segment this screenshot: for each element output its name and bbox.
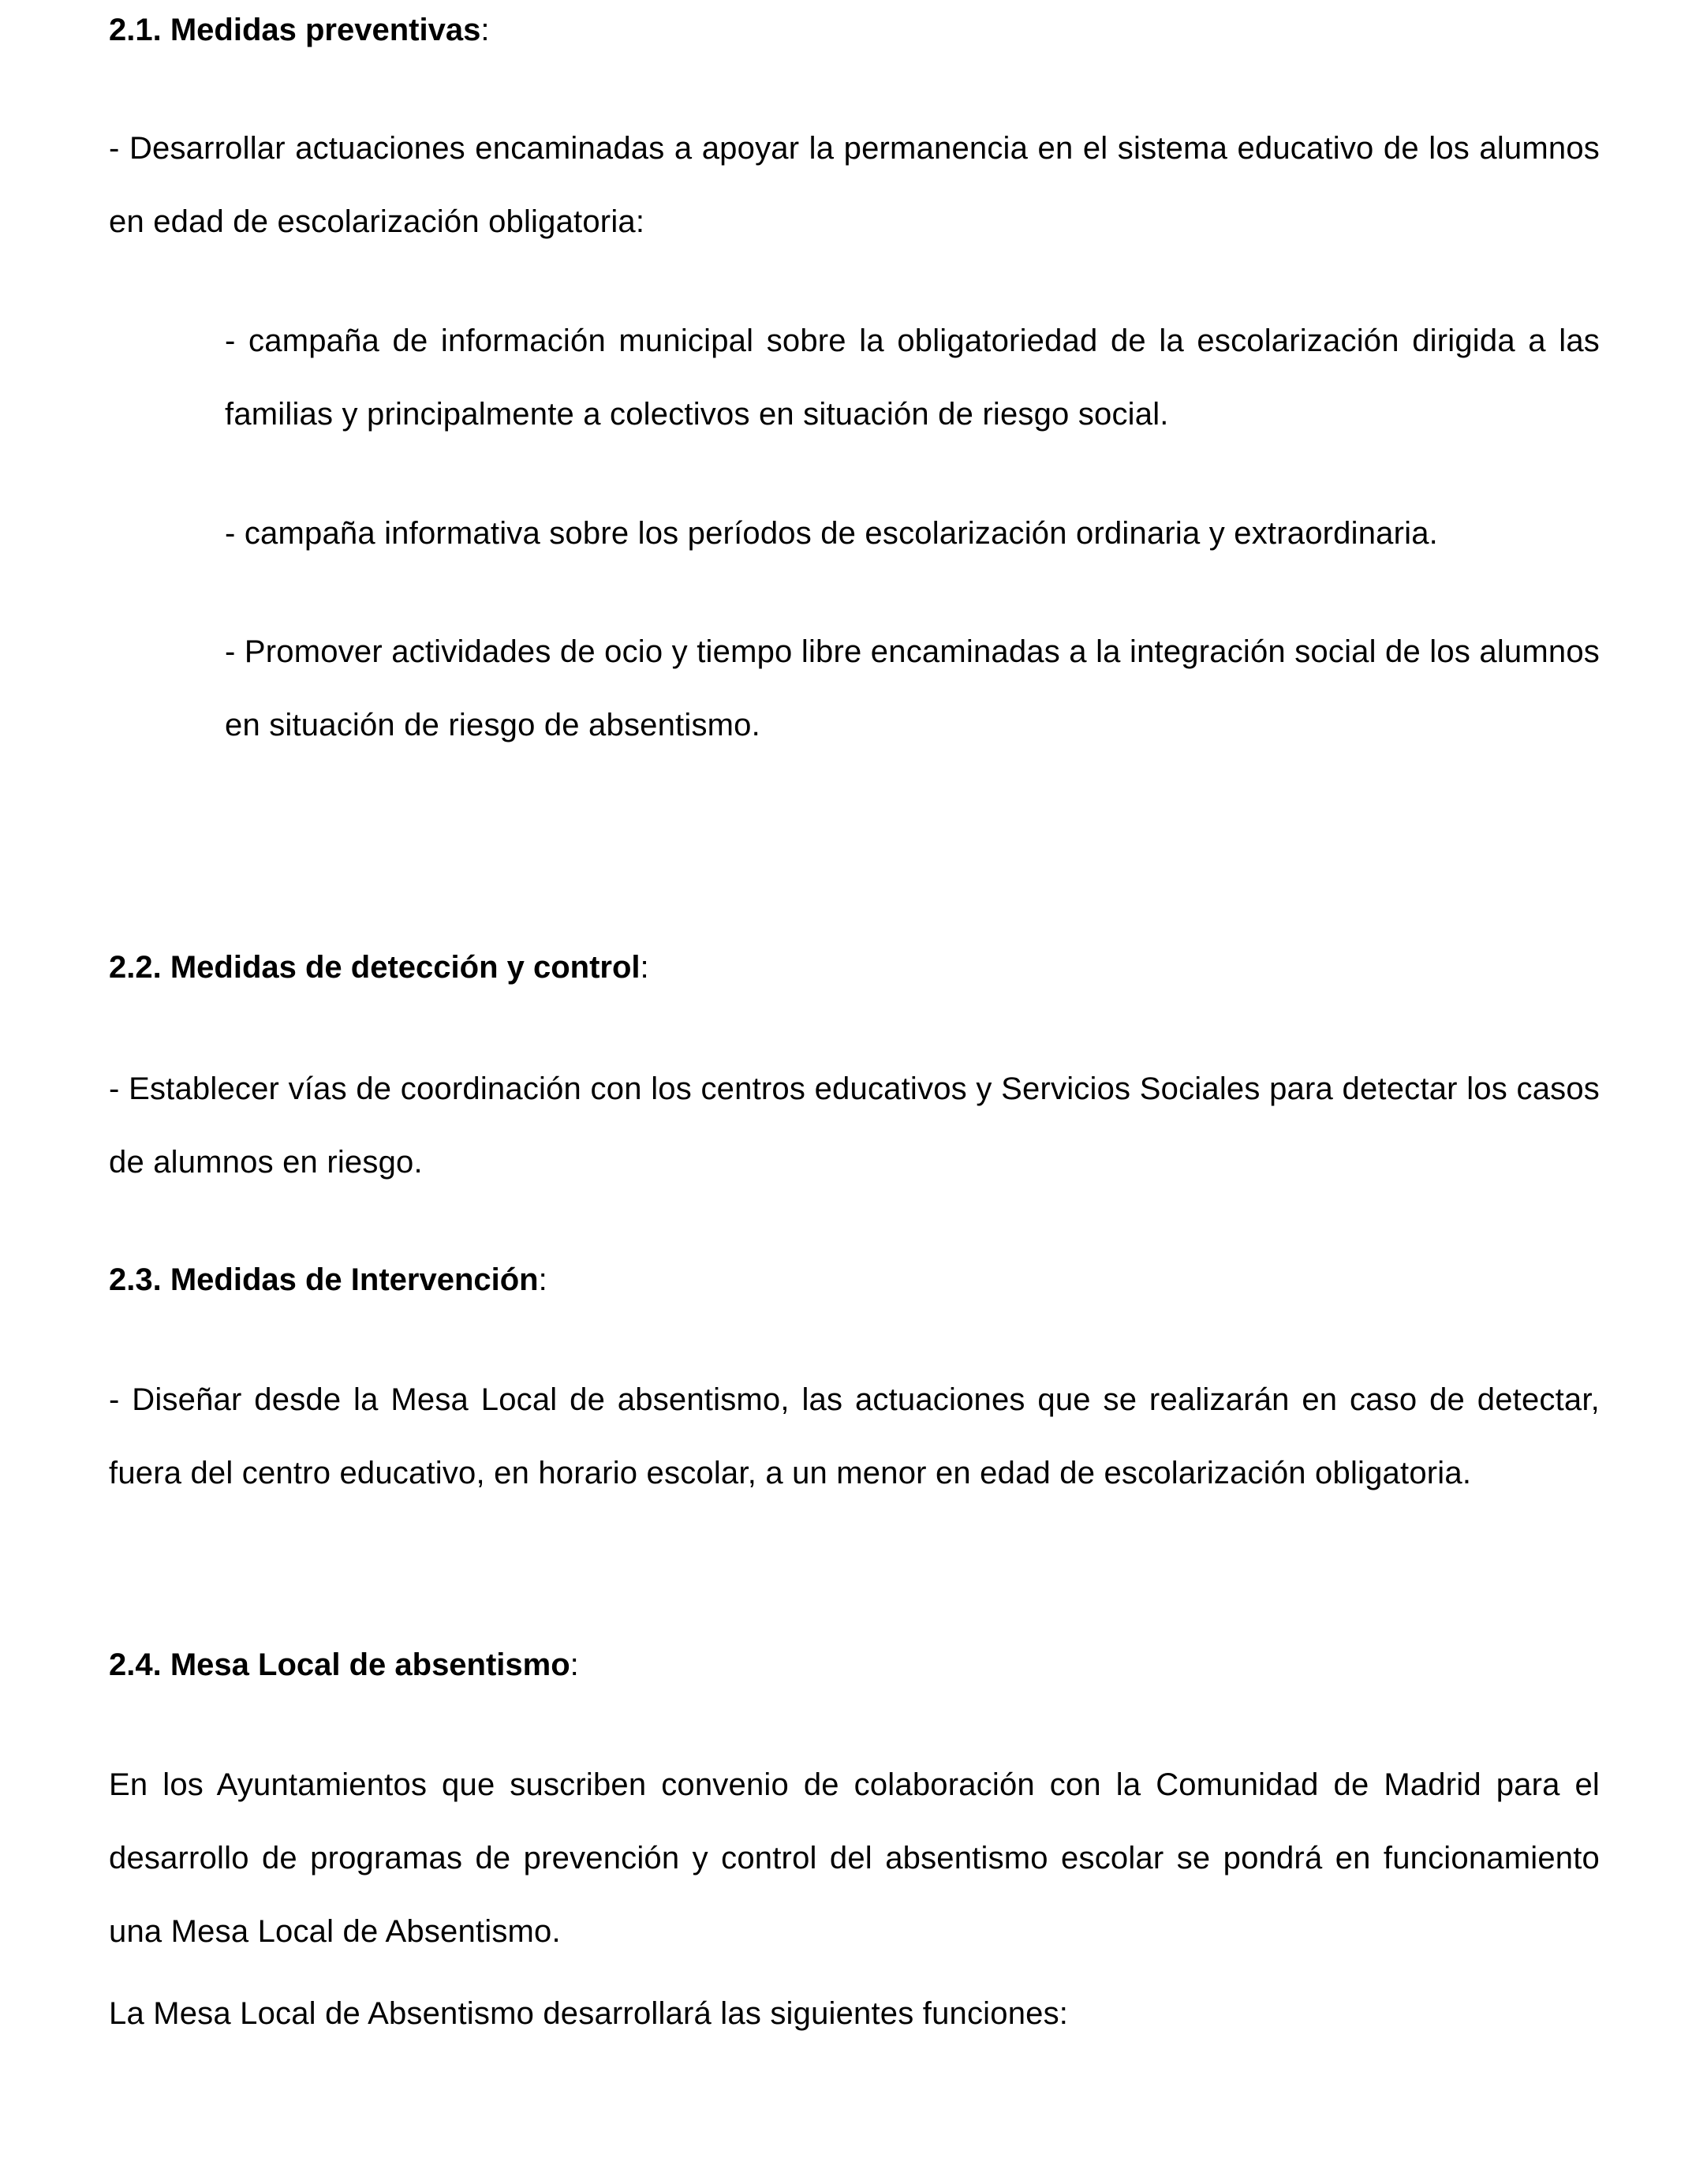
list-item-campaign-information: - campaña de información municipal sobre la obligatoriedad de la escolarización dirigida a las familias y principalmente a colectivos en situación de riesgo social. [225, 323, 1600, 432]
heading-2-3-colon: : [538, 1262, 547, 1297]
paragraph-2-1-intro: - Desarrollar actuaciones encaminadas a apoyar la permanencia en el sistema educativo de los alumnos en edad de escolarización obligatoria: [109, 131, 1600, 239]
paragraph-2-4-agreement: En los Ayuntamientos que suscriben convenio de colaboración con la Comunidad de Madrid para el desarrollo de programas de prevención y control del absentismo escolar se pondrá en funcionamiento una Mesa Local de Absentismo. [109, 1767, 1600, 1949]
heading-2-2 [109, 944, 649, 991]
paragraph-2-2-coordination: - Establecer vías de coordinación con los centros educativos y Servicios Sociales para detectar los casos de alumnos en riesgo. [109, 1071, 1600, 1180]
heading-2-3-title: 2.3. Medidas de Intervención [109, 1262, 539, 1297]
heading-2-1-title: 2.1. Medidas preventivas [109, 13, 481, 47]
list-item-leisure-activities: - Promover actividades de ocio y tiempo libre encaminadas a la integración social de los alumnos en situación de riesgo de absentismo. [225, 634, 1600, 742]
paragraph-2-4-functions: La Mesa Local de Absentismo desarrollará las siguientes funciones: [109, 1996, 1069, 2031]
heading-2-1-colon: : [480, 13, 490, 47]
heading-2-4 [109, 1641, 579, 1688]
paragraph-2-3-intervention: - Diseñar desde la Mesa Local de absentismo, las actuaciones que se realizarán en caso de detectar, fuera del centro educativo, en horario escolar, a un menor en edad de escolarización obligatoria. [109, 1382, 1600, 1490]
heading-2-2-colon: : [640, 950, 649, 985]
heading-2-4-colon: : [570, 1647, 579, 1682]
list-item-campaign-periods: - campaña informativa sobre los períodos de escolarización ordinaria y extraordinaria. [225, 516, 1438, 551]
heading-2-2-title: 2.2. Medidas de detección y control [109, 950, 641, 985]
heading-2-1 [109, 6, 489, 54]
heading-2-4-title: 2.4. Mesa Local de absentismo [109, 1647, 570, 1682]
heading-2-3 [109, 1256, 547, 1303]
